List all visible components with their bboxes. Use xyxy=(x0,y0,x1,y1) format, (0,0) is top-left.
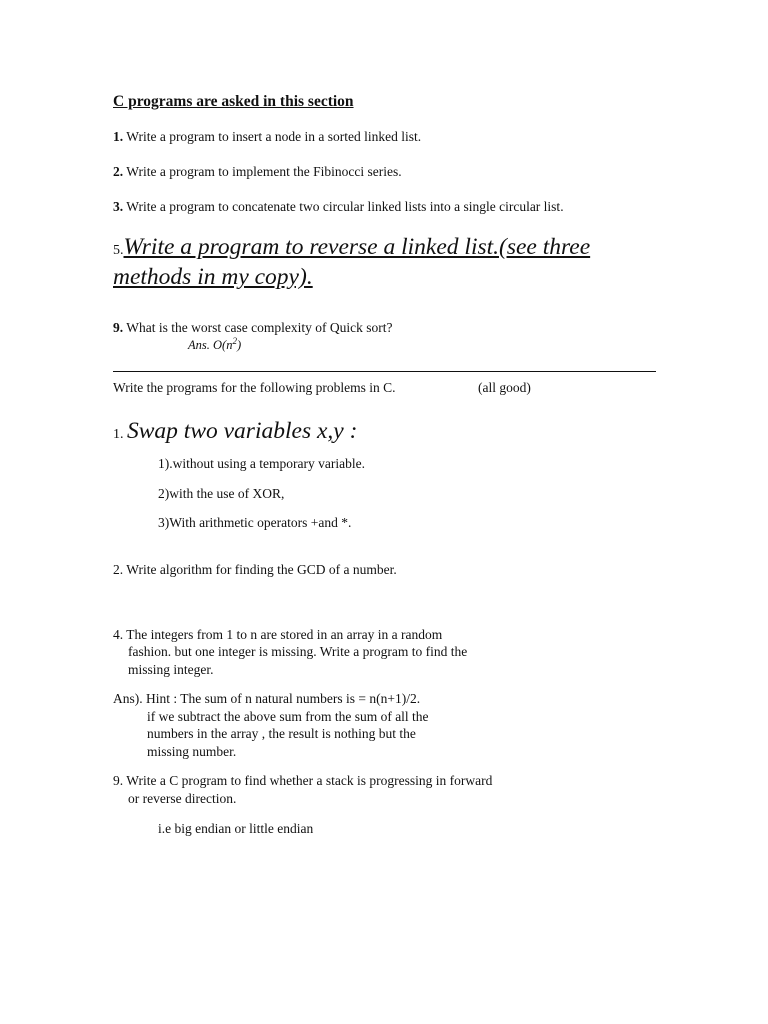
question-text: What is the worst case complexity of Quick sort? xyxy=(123,320,393,335)
question-number: 5. xyxy=(113,243,124,258)
question-number: 3. xyxy=(113,199,124,214)
missing-int-line-3: missing integer. xyxy=(128,662,214,677)
answer-line xyxy=(188,337,241,354)
missing-int-line-1: 4. The integers from 1 to n are stored in an array in a random xyxy=(113,627,443,642)
swap-item-1: 1).without using a temporary variable. xyxy=(158,456,365,471)
swap-item-3: 3)With arithmetic operators +and *. xyxy=(158,515,352,530)
stack-question-line-1: 9. Write a C program to find whether a stack is progressing in forward xyxy=(113,773,493,788)
question-text-handwritten-2: methods in my copy). xyxy=(113,264,313,290)
question-9 xyxy=(113,319,392,336)
question-number: 2. xyxy=(113,164,124,179)
question-2 xyxy=(113,163,402,180)
question-1 xyxy=(113,128,421,145)
question-5-continued xyxy=(113,262,313,295)
gcd-question: 2. Write algorithm for finding the GCD of a number. xyxy=(113,562,397,577)
answer-hint-line-2: if we subtract the above sum from the sum of all the xyxy=(147,709,429,724)
section-two-note: (all good) xyxy=(478,380,531,395)
answer-hint-line-3: numbers in the array , the result is nothing but the xyxy=(147,726,416,741)
answer-hint-line-4: missing number. xyxy=(147,744,237,759)
question-number: 9. xyxy=(113,320,124,335)
question-text-handwritten-1: Write a program to reverse a linked list.(see three xyxy=(123,234,591,260)
horizontal-divider xyxy=(113,371,656,372)
question-text: Write a program to insert a node in a sorted linked list. xyxy=(123,129,422,144)
question-3 xyxy=(113,198,564,215)
answer-hint-line-1: Ans). Hint : The sum of n natural numbers is = n(n+1)/2. xyxy=(113,691,421,706)
question-text: Write a program to implement the Fibinocci series. xyxy=(123,164,402,179)
section-heading: C programs are asked in this section xyxy=(113,93,354,110)
section-two-intro: Write the programs for the following problems in C. xyxy=(113,380,396,395)
missing-int-line-2: fashion. but one integer is missing. Write a program to find the xyxy=(128,644,468,659)
swap-item-2: 2)with the use of XOR, xyxy=(158,486,285,501)
swap-question xyxy=(113,416,357,450)
question-number: 1. xyxy=(113,427,127,442)
question-text: Write a program to concatenate two circular linked lists into a single circular list. xyxy=(123,199,564,214)
answer-exponent: 2 xyxy=(232,336,237,346)
answer-prefix: Ans. O(n xyxy=(188,338,233,352)
question-title-handwritten: Swap two variables x,y : xyxy=(127,418,358,444)
answer-suffix: ) xyxy=(236,338,242,352)
question-number: 1. xyxy=(113,129,124,144)
question-5 xyxy=(113,232,590,266)
endian-note: i.e big endian or little endian xyxy=(158,821,314,836)
stack-question-line-2: or reverse direction. xyxy=(128,791,237,806)
